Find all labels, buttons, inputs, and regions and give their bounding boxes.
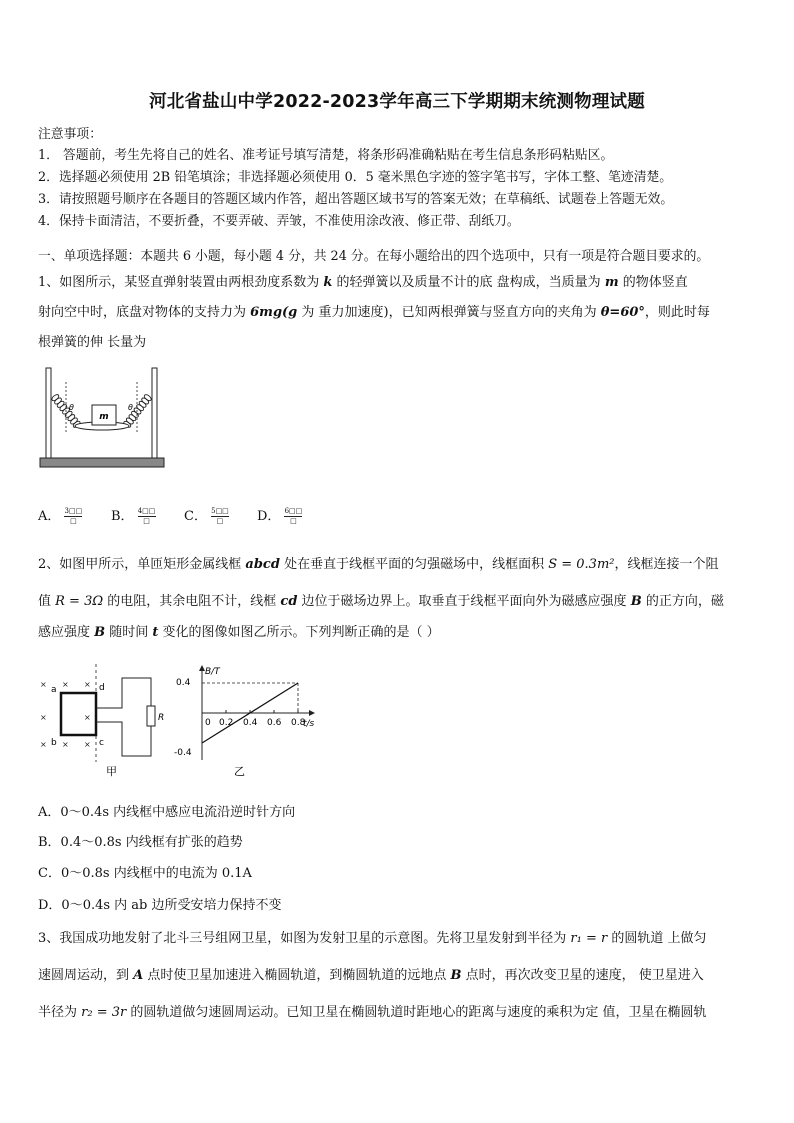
q1-option-c: C． $\frac{5□□}{□}$ bbox=[184, 507, 229, 525]
q2-option-a: A．0～0.4s 内线框中感应电流沿逆时针方向 bbox=[38, 805, 296, 820]
corner-c-label: c bbox=[99, 738, 104, 748]
figure-jia-caption: 甲 bbox=[106, 765, 117, 778]
theta-right-label: θ bbox=[128, 403, 133, 412]
svg-text:×: × bbox=[40, 680, 47, 689]
y-tick-pos: 0.4 bbox=[176, 678, 191, 688]
svg-text:×: × bbox=[84, 713, 91, 722]
q2-line-3: 感应强度 B 随时间 t 变化的图像如图乙所示。下列判断正确的是（ ） bbox=[38, 625, 440, 640]
section-heading: 一、单项选择题：本题共 6 小题，每小题 4 分，共 24 分。在每小题给出的四个选项中，只有一项是符合题目要求的。 bbox=[38, 249, 710, 264]
q1-line-3: 根弹簧的伸 长量为 bbox=[38, 335, 147, 350]
q3-line-2: 速圆周运动，到 A 点时使卫星加速进入椭圆轨道，到椭圆轨道的远地点 B 点时，再次改变卫星的速度， 使卫星进入 bbox=[38, 968, 704, 983]
q3-line-1: 3、我国成功地发射了北斗三号组网卫星，如图为发射卫星的示意图。先将卫星发射到半径为 r₁ = r 的圆轨道 上做匀 bbox=[38, 931, 707, 946]
notice-heading: 注意事项： bbox=[38, 127, 102, 142]
x-tick-label: 0 bbox=[205, 718, 211, 728]
left-post bbox=[46, 368, 51, 458]
base-plate bbox=[40, 458, 164, 467]
mass-label: m bbox=[99, 412, 109, 422]
y-axis-label: B/T bbox=[205, 667, 220, 677]
x-tick-label: 0.4 bbox=[243, 718, 258, 728]
theta-left-label: θ bbox=[69, 403, 74, 412]
q2-option-c: C．0～0.8s 内线框中的电流为 0.1A bbox=[38, 866, 252, 881]
right-post bbox=[152, 368, 157, 458]
svg-text:×: × bbox=[62, 680, 69, 689]
q1-line-2: 射向空中时，底盘对物体的支持力为 6mg(g 为 重力加速度)，已知两根弹簧与竖直方向的夹角为 θ=60°，则此时每 bbox=[38, 305, 710, 320]
field-markers bbox=[40, 680, 91, 749]
q2-option-d: D．0～0.4s 内 ab 边所受安培力保持不变 bbox=[38, 898, 282, 913]
page-title: 河北省盐山中学2022-2023学年高三下学期期末统测物理试题 bbox=[149, 92, 645, 112]
q1-line-1: 1、如图所示，某竖直弹射装置由两根劲度系数为 k 的轻弹簧以及质量不计的底 盘构成，当质量为 m 的物体竖直 bbox=[38, 275, 688, 290]
notice-item-2: 2．选择题必须使用 2B 铅笔填涂；非选择题必须使用 0．5 毫米黑色字迹的签字笔书写，字体工整、笔迹清楚。 bbox=[38, 170, 673, 185]
q2-line-1: 2、如图甲所示，单匝矩形金属线框 abcd 处在垂直于线框平面的匀强磁场中，线框面积 S = 0.3m²，线框连接一个阻 bbox=[38, 557, 719, 572]
notice-item-4: 4．保持卡面清洁，不要折叠，不要弄破、弄皱，不准使用涂改液、修正带、刮纸刀。 bbox=[38, 214, 520, 229]
resistor-label: R bbox=[158, 713, 165, 723]
q1-option-a: A． $\frac{3□□}{□}$ bbox=[38, 507, 83, 525]
x-axis-label: t/s bbox=[303, 719, 315, 729]
q2-line-2: 值 R = 3Ω 的电阻，其余电阻不计，线框 cd 边位于磁场边界上。取垂直于线框平面向外为磁感应强度 B 的正方向，磁 bbox=[38, 594, 724, 609]
y-tick-neg: -0.4 bbox=[174, 748, 192, 758]
q2-figure-jia bbox=[36, 662, 166, 782]
x-tick-label: 0.2 bbox=[219, 718, 234, 728]
x-tick-label: 0.6 bbox=[267, 718, 282, 728]
figure-yi-caption: 乙 bbox=[234, 765, 245, 778]
wire-frame bbox=[61, 693, 96, 735]
q1-spring-figure bbox=[36, 362, 168, 472]
q2-figure-yi bbox=[168, 662, 328, 782]
corner-a-label: a bbox=[51, 685, 57, 695]
svg-text:×: × bbox=[84, 680, 91, 689]
x-tick-label: 0.8 bbox=[291, 718, 306, 728]
corner-d-label: d bbox=[99, 683, 105, 693]
svg-text:×: × bbox=[40, 713, 47, 722]
resistor bbox=[147, 706, 155, 726]
corner-b-label: b bbox=[51, 738, 57, 748]
q2-option-b: B．0.4～0.8s 内线框有扩张的趋势 bbox=[38, 835, 243, 850]
q1-option-d: D． $\frac{6□□}{□}$ bbox=[257, 507, 303, 525]
q3-line-3: 半径为 r₂ = 3r 的圆轨道做匀速圆周运动。已知卫星在椭圆轨道时距地心的距离与速度的乘积为定 值，卫星在椭圆轨 bbox=[38, 1005, 707, 1020]
notice-item-1: 1． 答题前，考生先将自己的姓名、准考证号填写清楚，将条形码准确粘贴在考生信息条形码粘贴区。 bbox=[38, 148, 614, 163]
svg-text:×: × bbox=[40, 740, 47, 749]
q1-option-b: B． $\frac{4□□}{□}$ bbox=[111, 507, 156, 525]
svg-text:×: × bbox=[84, 740, 91, 749]
svg-text:×: × bbox=[62, 740, 69, 749]
notice-item-3: 3．请按照题号顺序在各题目的答题区域内作答，超出答题区域书写的答案无效；在草稿纸、试题卷上答题无效。 bbox=[38, 192, 674, 207]
